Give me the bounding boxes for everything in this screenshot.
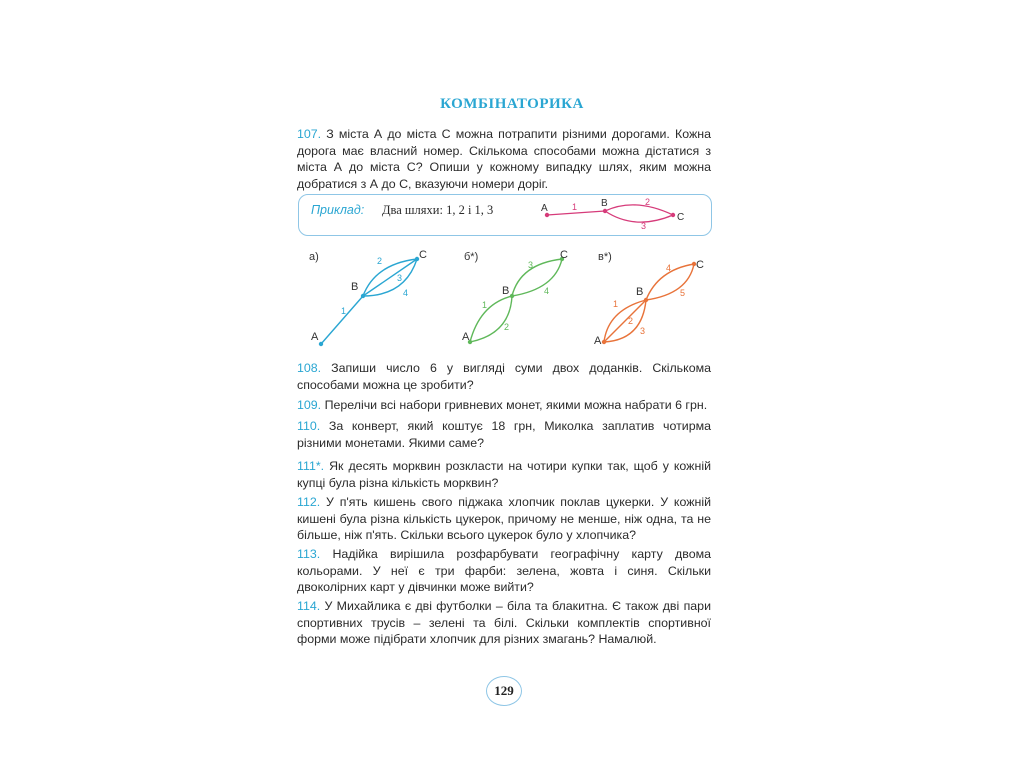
diagram-c-node-b <box>644 298 648 302</box>
problem-text: Як десять морквин розкласти на чотири купки так, щоб у кожній купці була різна кількість морквин? <box>297 459 711 490</box>
diagram-b-road-3 <box>512 259 562 296</box>
node-label: B <box>636 286 644 298</box>
problem-114 <box>297 598 711 648</box>
example-label: Приклад: <box>311 203 365 217</box>
road-label: 3 <box>640 326 646 336</box>
page-number: 129 <box>486 676 522 706</box>
diagram-b <box>460 244 590 350</box>
problem-number: 113. <box>297 547 321 561</box>
problem-113 <box>297 546 711 596</box>
example-node-label: B <box>601 198 608 209</box>
example-road-2 <box>605 205 673 215</box>
diagram-b-node-b <box>510 294 514 298</box>
example-box <box>298 194 712 236</box>
problem-text: У п'ять кишень свого піджака хлопчик поклав цукерки. У кожній кишені була різна кількість цукерок, причому не менше, ніж одна, та не більше, ніж п'ять. Скільки всього цукерок було у хлопчика? <box>297 495 711 542</box>
example-diagram <box>535 195 695 235</box>
problem-text: Перелічи всі набори гривневих монет, якими можна набрати 6 грн. <box>321 398 708 412</box>
problem-110 <box>297 418 711 451</box>
node-label: A <box>462 331 470 343</box>
road-label: 2 <box>377 256 383 266</box>
problem-text: Запиши число 6 у вигляді суми двох доданків. Скількома способами можна це зробити? <box>297 361 711 392</box>
problem-111 <box>297 458 711 491</box>
example-node-label: A <box>541 203 548 214</box>
road-label: 3 <box>397 273 403 283</box>
node-label: B <box>351 281 359 293</box>
problem-112 <box>297 494 711 544</box>
problem-108 <box>297 360 711 393</box>
road-label: 5 <box>680 288 686 298</box>
road-label: 1 <box>482 300 488 310</box>
example-node-label: C <box>677 212 685 223</box>
problem-text: З міста А до міста С можна потрапити різними дорогами. Кожна дорога має власний номер. Скількома способами можна дістатися з міста А до міста С? Опиши у кожному випадку шлях, яким можна добратися з А до С, вказуючи номери доріг. <box>297 127 711 191</box>
problem-text: За конверт, який коштує 18 грн, Миколка заплатив чотирма різними монетами. Якими саме? <box>297 419 711 450</box>
diagram-a-node-a <box>319 342 323 346</box>
node-label: B <box>502 285 510 297</box>
road-label: 1 <box>341 306 347 316</box>
diagram-c <box>592 244 712 350</box>
diagram-a-road-1 <box>321 296 363 344</box>
road-label: 4 <box>666 263 672 273</box>
road-label: 1 <box>613 299 619 309</box>
problem-number: 112. <box>297 495 321 509</box>
example-node-c <box>671 213 675 217</box>
road-label: 4 <box>544 286 550 296</box>
problem-number: 114. <box>297 599 321 613</box>
node-label: C <box>560 249 568 261</box>
diagram-label: в*) <box>598 251 612 263</box>
diagram-label: б*) <box>464 251 479 263</box>
problem-number: 110. <box>297 419 321 433</box>
diagram-label: а) <box>309 251 319 263</box>
example-road-label: 3 <box>641 221 647 231</box>
diagram-a <box>305 244 435 350</box>
problem-number: 108. <box>297 361 322 375</box>
example-node-b <box>603 209 607 213</box>
example-road-label: 2 <box>645 197 651 207</box>
problem-number: 109. <box>297 398 322 412</box>
problem-109 <box>297 397 711 414</box>
road-label: 2 <box>628 316 634 326</box>
node-label: C <box>419 249 427 261</box>
road-label: 3 <box>528 260 534 270</box>
example-text: Два шляхи: 1, 2 і 1, 3 <box>382 203 494 217</box>
problem-text: У Михайлика є дві футболки – біла та блакитна. Є також дві пари спортивних трусів – зелені та білі. Скільки комплектів спортивної форми може підібрати хлопчик для різних змагань? Намалюй. <box>297 599 711 646</box>
road-label: 4 <box>403 288 409 298</box>
road-label: 2 <box>504 322 510 332</box>
diagram-a-node-b <box>361 294 365 298</box>
example-road-label: 1 <box>572 202 578 212</box>
diagram-b-road-2 <box>470 296 512 342</box>
problem-number: 107. <box>297 127 322 141</box>
diagram-b-road-4 <box>512 259 562 296</box>
node-label: C <box>696 259 704 271</box>
diagram-c-node-a <box>602 340 606 344</box>
node-label: A <box>311 331 319 343</box>
problem-text: Надійка вирішила розфарбувати географічну карту двома кольорами. У неї є три фарби: зелена, жовта і синя. Скільки двоколірних карт у дівчинки може вийти? <box>297 547 711 594</box>
problem-number: 111*. <box>297 459 325 473</box>
problem-107 <box>297 126 711 192</box>
node-label: A <box>594 335 602 347</box>
example-road-3 <box>605 211 673 222</box>
section-title: КОМБІНАТОРИКА <box>440 96 584 112</box>
